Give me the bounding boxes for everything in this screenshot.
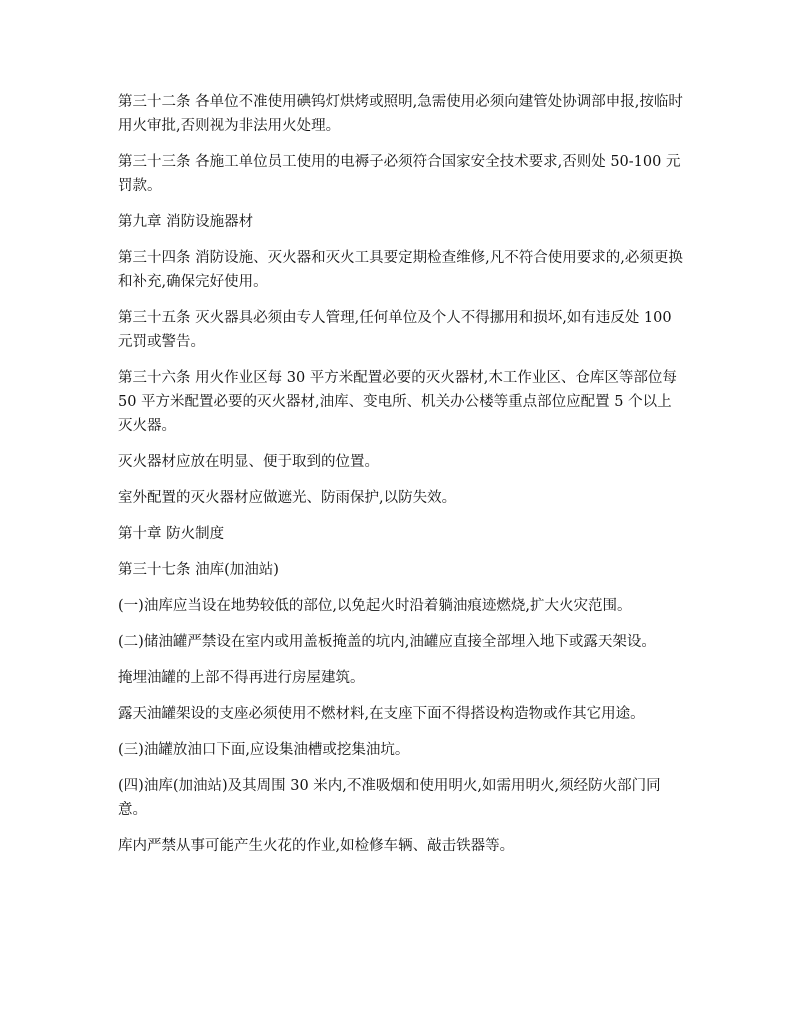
paragraph-no-sparks: 库内严禁从事可能产生火花的作业,如检修车辆、敲击铁器等。 xyxy=(118,838,515,854)
chapter-10-heading: 第十章 防火制度 xyxy=(118,526,225,542)
article-35: 第三十五条 灭火器具必须由专人管理,任何单位及个人不得挪用和损坏,如有违反处 100 元罚或警告。 xyxy=(118,310,672,350)
item-3: (三)油罐放油口下面,应设集油槽或挖集油坑。 xyxy=(118,742,410,758)
paragraph-buried-tank: 掩埋油罐的上部不得再进行房屋建筑。 xyxy=(118,670,365,686)
article-32: 第三十二条 各单位不准使用碘钨灯烘烤或照明,急需使用必须向建管处协调部申报,按临时用火审批,否则视为非法用火处理。 xyxy=(118,94,683,134)
paragraph-placement: 灭火器材应放在明显、便于取到的位置。 xyxy=(118,454,379,470)
item-2: (二)储油罐严禁设在室内或用盖板掩盖的坑内,油罐应直接全部埋入地下或露天架设。 xyxy=(118,634,656,650)
paragraph-open-tank: 露天油罐架设的支座必须使用不燃材料,在支座下面不得搭设构造物或作其它用途。 xyxy=(118,706,645,722)
chapter-9-heading: 第九章 消防设施器材 xyxy=(118,214,254,230)
paragraph-outdoor: 室外配置的灭火器材应做遮光、防雨保护,以防失效。 xyxy=(118,490,457,506)
document-body xyxy=(118,90,683,870)
article-33: 第三十三条 各施工单位员工使用的电褥子必须符合国家安全技术要求,否则处 50-100 元罚款。 xyxy=(118,154,681,194)
item-4: (四)油库(加油站)及其周围 30 米内,不准吸烟和使用明火,如需用明火,须经防火部门同意。 xyxy=(118,778,661,818)
article-34: 第三十四条 消防设施、灭火器和灭火工具要定期检查维修,凡不符合使用要求的,必须更换和补充,确保完好使用。 xyxy=(118,250,683,290)
article-36: 第三十六条 用火作业区每 30 平方米配置必要的灭火器材,木工作业区、仓库区等部位每 50 平方米配置必要的灭火器材,油库、变电所、机关办公楼等重点部位应配置 5 个以上灭火器。 xyxy=(118,370,677,434)
item-1: (一)油库应当设在地势较低的部位,以免起火时沿着躺油痕迹燃烧,扩大火灾范围。 xyxy=(118,598,632,614)
article-37: 第三十七条 油库(加油站) xyxy=(118,562,279,578)
